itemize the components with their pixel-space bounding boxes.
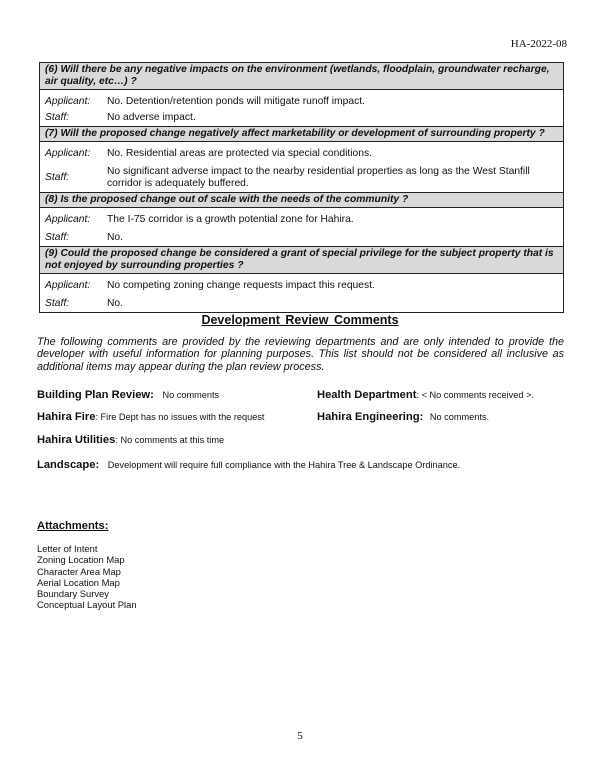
building-plan-label: Building Plan Review: (37, 389, 154, 401)
building-plan-comment (37, 389, 219, 401)
landscape-label: Landscape: (37, 459, 100, 471)
applicant-answer (40, 142, 563, 162)
engineering-text: No comments. (429, 412, 490, 422)
attachment-item: Zoning Location Map (37, 554, 125, 566)
question-text: (6) Will there be any negative impacts on the environment (wetlands, floodplain, groundwater recharge, air quality, etc…) ? (40, 63, 564, 90)
landscape-comment (37, 459, 460, 471)
staff-text: No significant adverse impact to the nearby residential properties as long as the West Stanfill corridor is adequately buffered. (107, 166, 530, 189)
attachment-item: Character Area Map (37, 565, 121, 577)
question-row (40, 63, 564, 90)
utilities-text: : No comments at this time (115, 435, 225, 445)
attachment-item: Boundary Survey (37, 588, 109, 600)
attachment-item: Aerial Location Map (37, 576, 120, 588)
document-id: HA-2022-08 (510, 38, 567, 50)
question-row (40, 127, 564, 142)
question-text: (9) Could the proposed change be considered a grant of special privilege for the subject property that is not enjoyed by surrounding properties ? (40, 247, 564, 274)
applicant-text: No competing zoning change requests impact this request. (107, 280, 375, 291)
answer-row (40, 90, 564, 127)
utilities-label: Hahira Utilities (37, 434, 116, 446)
question-text: (8) Is the proposed change out of scale with the needs of the community ? (40, 193, 564, 208)
question-text: (7) Will the proposed change negatively affect marketability or development of surrounding property ? (40, 127, 564, 142)
answer-row (40, 208, 564, 247)
health-dept-comment (317, 389, 534, 401)
staff-text: No. (107, 298, 124, 309)
applicant-label: Applicant: (45, 96, 91, 107)
staff-answer (40, 228, 563, 246)
utilities-comment (37, 434, 224, 446)
attachments-title: Attachments: (37, 520, 109, 532)
applicant-answer (40, 90, 563, 110)
engineering-comment (317, 411, 489, 423)
fire-text: : Fire Dept has no issues with the request (95, 412, 265, 422)
applicant-text: The I-75 corridor is a growth potential zone for Hahira. (107, 214, 354, 225)
building-plan-text: No comments (162, 390, 220, 400)
applicant-label: Applicant: (45, 280, 91, 291)
staff-answer (40, 294, 563, 312)
applicant-text: No. Residential areas are protected via special conditions. (107, 148, 373, 159)
staff-answer (40, 162, 563, 192)
applicant-answer (40, 274, 563, 294)
staff-label: Staff: (45, 298, 70, 309)
staff-label: Staff: (45, 172, 70, 183)
staff-text: No adverse impact. (107, 112, 196, 123)
staff-label: Staff: (45, 112, 70, 123)
page-number: 5 (297, 730, 303, 742)
applicant-answer (40, 208, 563, 228)
applicant-label: Applicant: (45, 148, 91, 159)
fire-comment (37, 411, 264, 423)
health-dept-text: : < No comments received >. (416, 390, 534, 400)
answer-row (40, 142, 564, 193)
applicant-label: Applicant: (45, 214, 91, 225)
fire-label: Hahira Fire (37, 411, 96, 423)
attachment-item: Conceptual Layout Plan (37, 599, 137, 611)
question-row (40, 193, 564, 208)
question-row (40, 247, 564, 274)
staff-answer (40, 110, 563, 126)
answer-row (40, 274, 564, 313)
engineering-label: Hahira Engineering: (317, 411, 424, 423)
attachment-item: Letter of Intent (37, 543, 98, 554)
review-section-title: Development Review Comments (201, 313, 399, 327)
staff-text: No. (107, 232, 124, 243)
attachments-list (37, 543, 137, 611)
health-dept-label: Health Department (317, 389, 417, 401)
applicant-text: No. Detention/retention ponds will mitigate runoff impact. (107, 96, 365, 107)
criteria-table (39, 62, 564, 313)
review-intro: The following comments are provided by the reviewing departments and are only intended to provide the developer with useful information for planning purposes. This list should not be considered all inclusive as additional items may appear during the plan review process. (37, 336, 564, 373)
staff-label: Staff: (45, 232, 70, 243)
landscape-text: Development will require full compliance with the Hahira Tree & Landscape Ordinance. (107, 460, 461, 470)
